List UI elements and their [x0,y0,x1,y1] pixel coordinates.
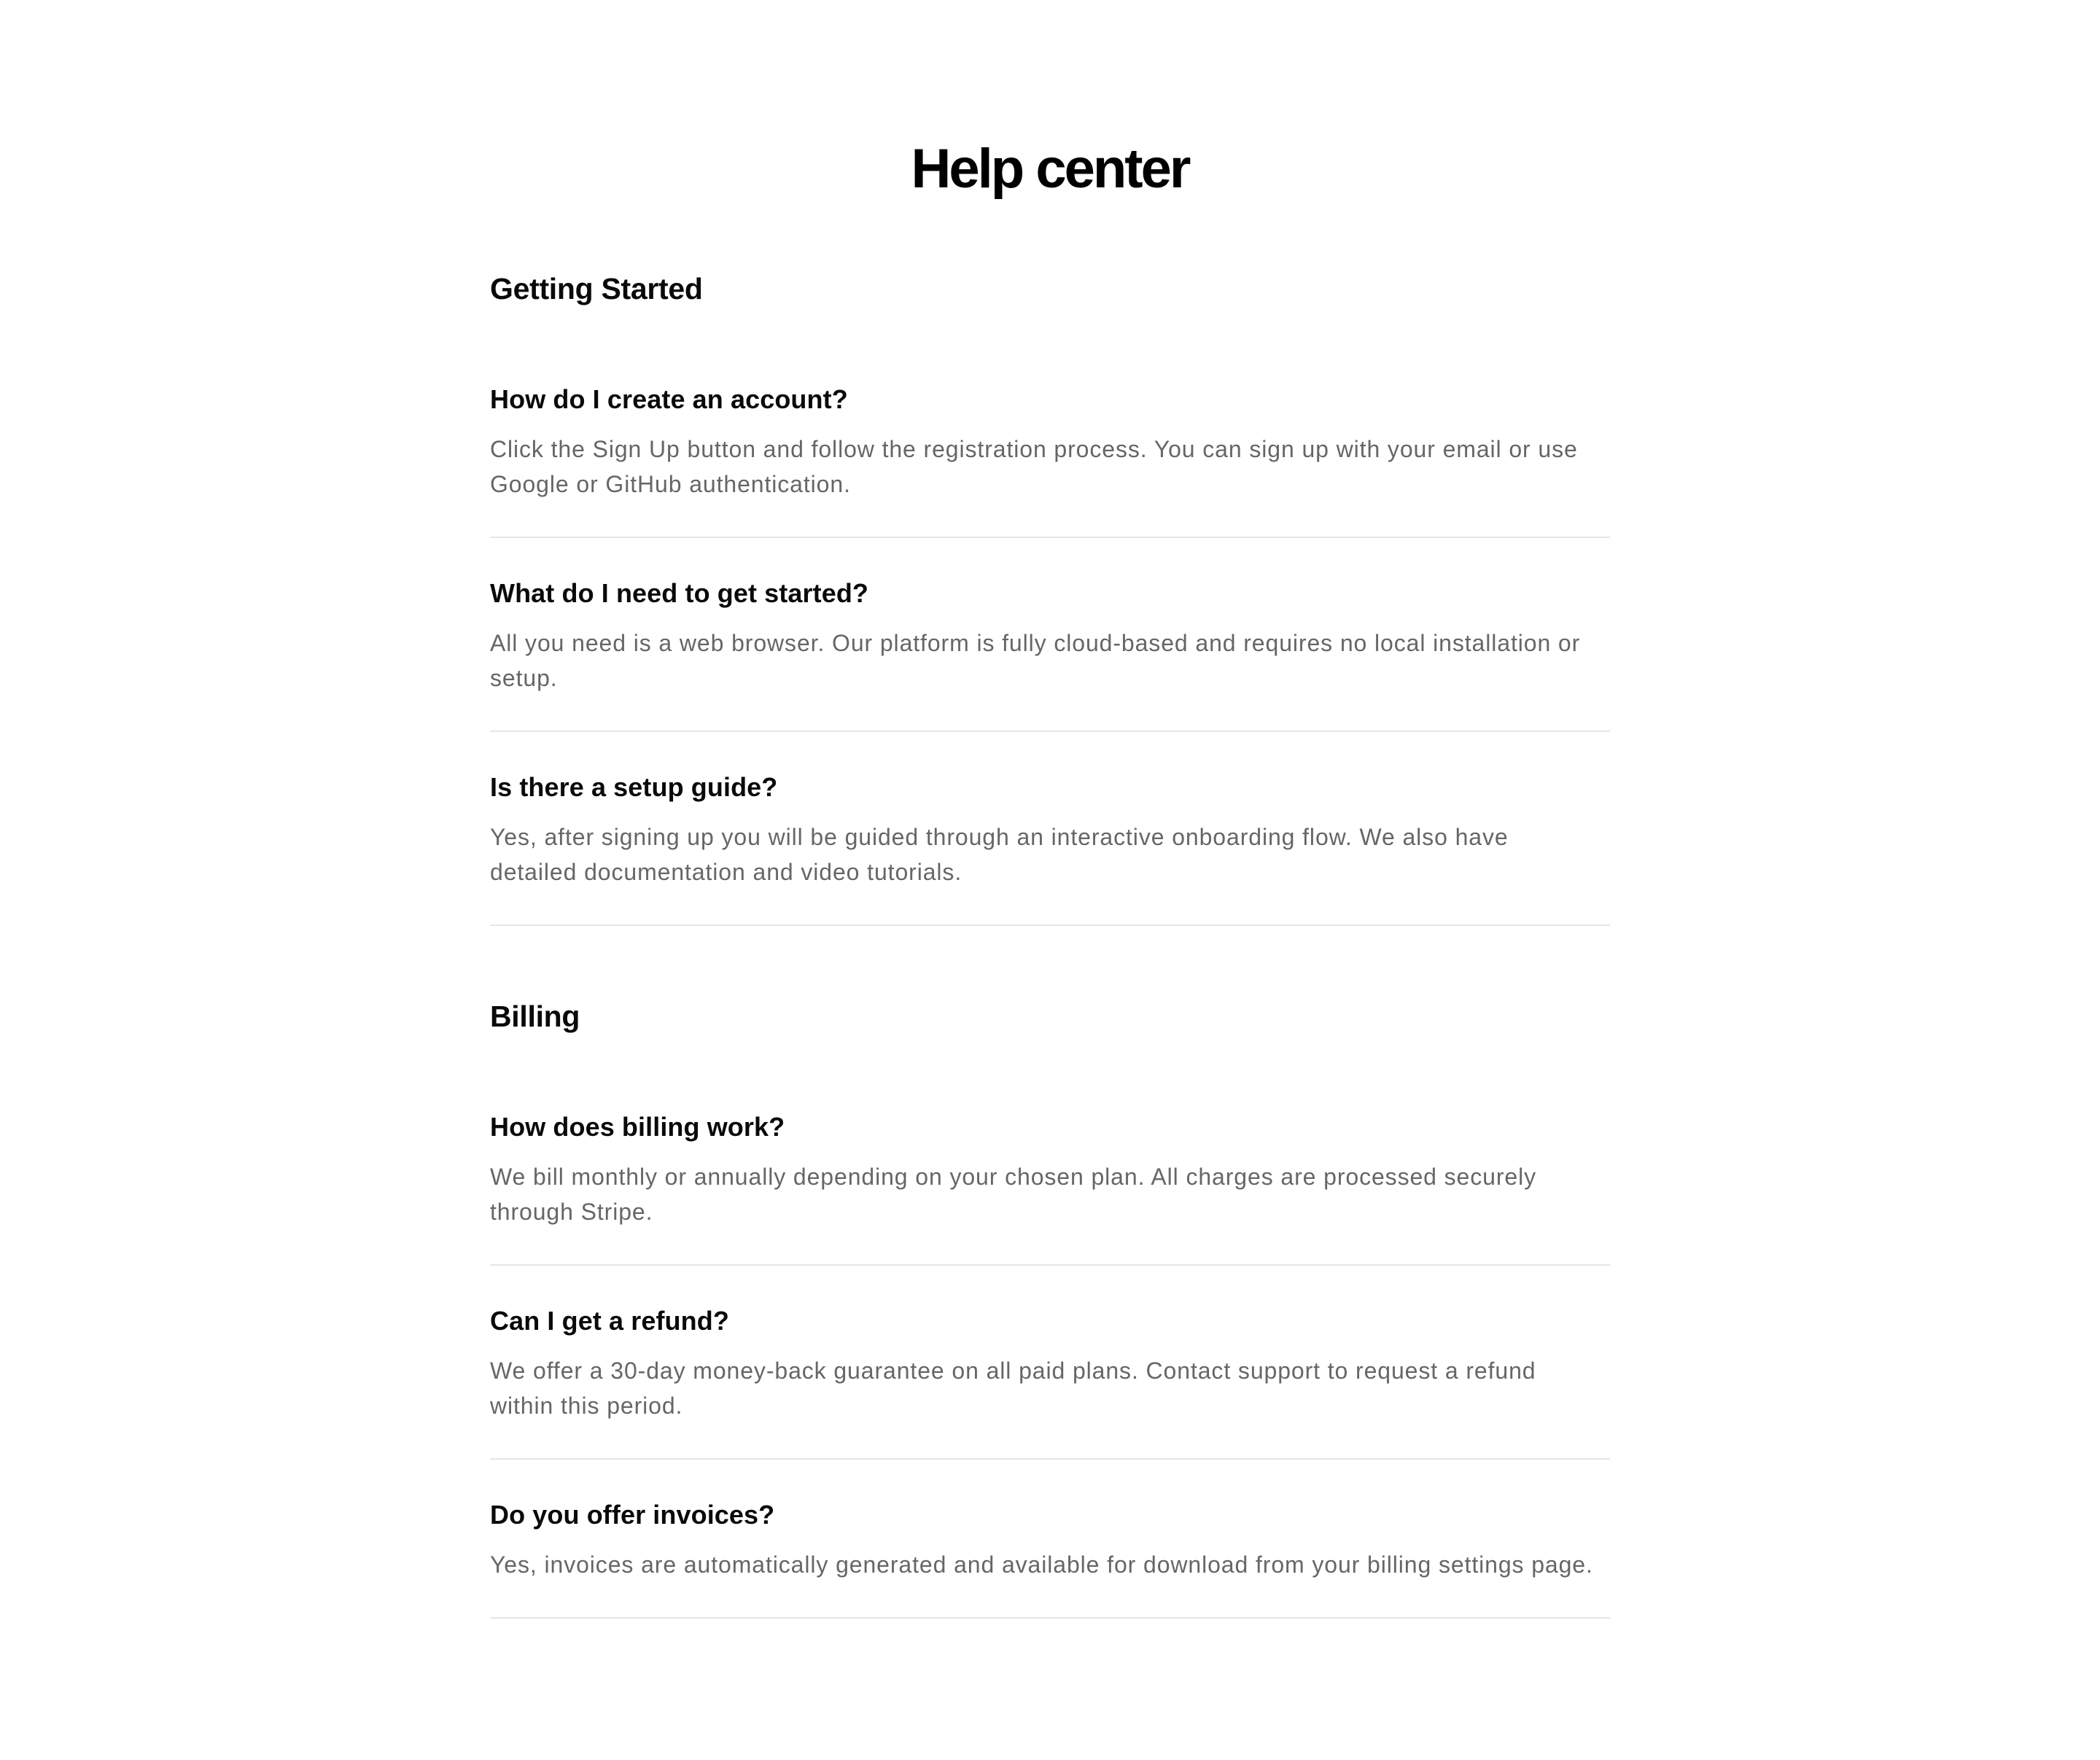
faq-answer: Yes, after signing up you will be guided through an interactive onboarding flow. We also have detailed documentation and video tutorials. [490,824,1509,885]
section-title: Billing [490,1000,580,1033]
faq-question[interactable]: What do I need to get started? [490,578,869,608]
faq-item [490,1266,1610,1460]
page-title: Help center [911,138,1189,200]
faq-answer: We bill monthly or annually depending on your chosen plan. All charges are processed securely through Stripe. [490,1164,1537,1225]
faq-question[interactable]: Do you offer invoices? [490,1500,775,1530]
faq-question[interactable]: Is there a setup guide? [490,772,778,802]
help-center-page [490,0,1610,1619]
faq-list [490,1072,1610,1619]
section-title: Getting Started [490,272,703,305]
faq-answer: We offer a 30-day money-back guarantee on all paid plans. Contact support to request a refund within this period. [490,1358,1536,1419]
faq-item [490,344,1610,538]
section-getting-started [490,268,1610,926]
faq-question[interactable]: How does billing work? [490,1112,785,1142]
section-billing [490,996,1610,1619]
faq-question[interactable]: How do I create an account? [490,384,848,414]
faq-item [490,538,1610,732]
faq-answer: Click the Sign Up button and follow the registration process. You can sign up with your email or use Google or GitHub authentication. [490,436,1578,497]
faq-question[interactable]: Can I get a refund? [490,1306,729,1336]
faq-answer: All you need is a web browser. Our platform is fully cloud-based and requires no local installation or setup. [490,630,1581,691]
faq-answer: Yes, invoices are automatically generated and available for download from your billing settings page. [490,1551,1593,1578]
faq-item [490,1460,1610,1619]
faq-list [490,344,1610,926]
faq-item [490,732,1610,926]
faq-item [490,1072,1610,1266]
